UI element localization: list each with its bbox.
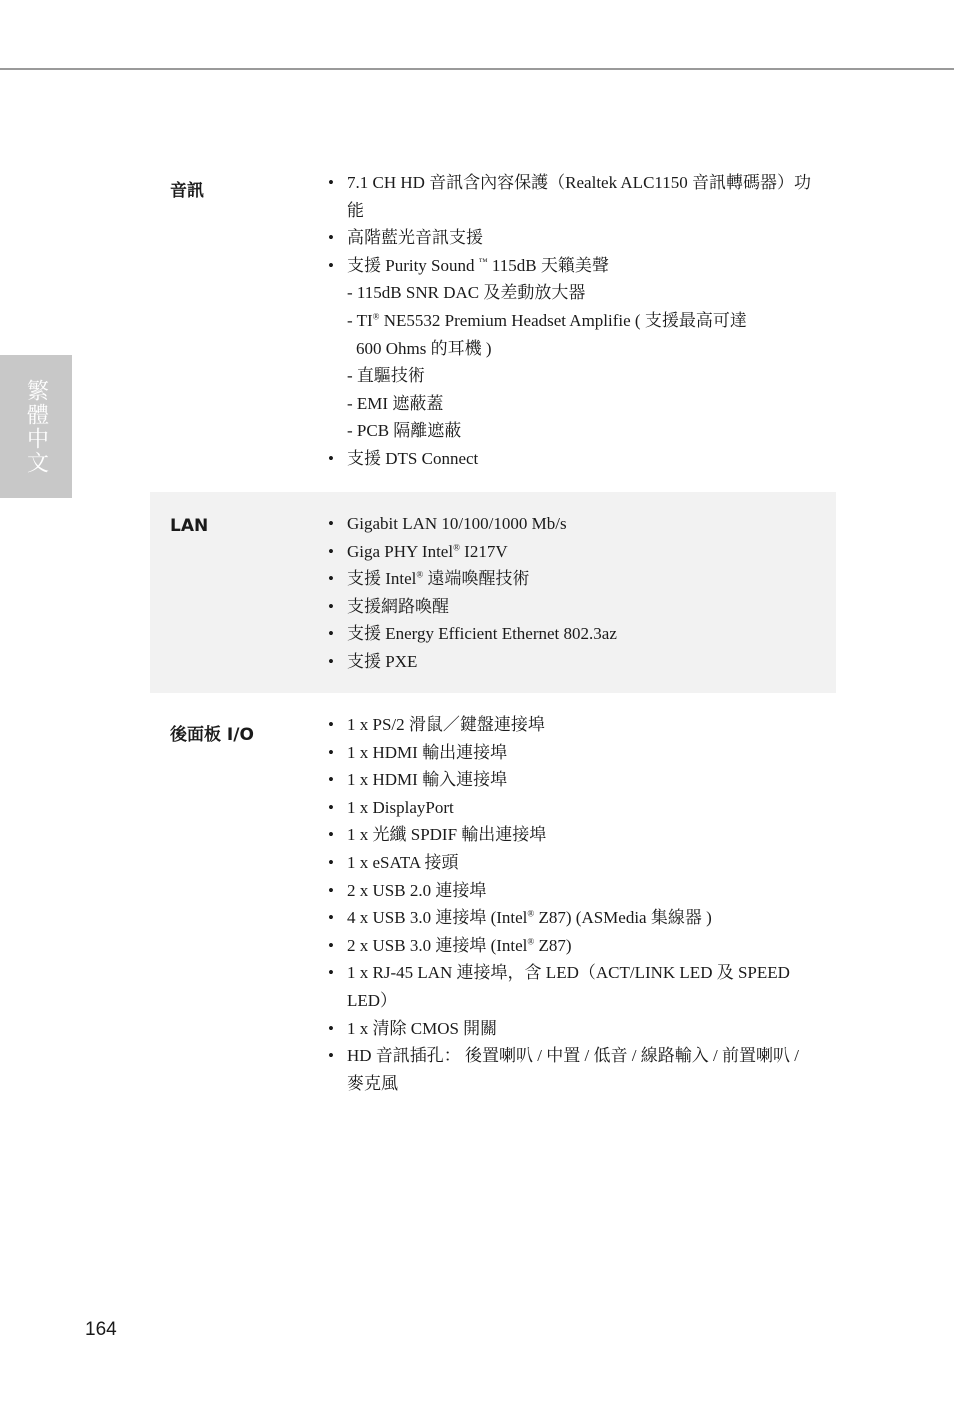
list-item: • 1 x RJ-45 LAN 連接埠，含 LED（ACT/LINK LED 及 SPEED LED） [328,959,818,1014]
list-item: • 1 x 光纖 SPDIF 輸出連接埠 [328,821,818,849]
lan-list [328,510,818,676]
list-item: • 1 x 清除 CMOS 開關 [328,1015,818,1043]
rear-io-list [328,711,818,1097]
list-subitem: - EMI 遮蔽蓋 [347,393,444,413]
list-item: • 2 x USB 2.0 連接埠 [328,877,818,905]
list-item: • 支援 Energy Efficient Ethernet 802.3az [328,620,818,648]
page-number: 164 [85,1319,117,1340]
audio-title: 音訊 [170,181,204,201]
list-item: • 1 x HDMI 輸入連接埠 [328,766,818,794]
language-tab-label: 繁體中文 [23,378,49,475]
language-side-tab [0,355,72,498]
audio-list [328,169,818,473]
list-item: • 高階藍光音訊支援 [328,224,818,252]
list-item: • 1 x eSATA 接頭 [328,849,818,877]
list-item: • Giga PHY Intel® I217V [328,538,818,566]
list-item: • 支援網路喚醒 [328,593,818,621]
list-item: • 1 x PS/2 滑鼠／鍵盤連接埠 [328,711,818,739]
list-item: • 支援 Purity Sound ™ 115dB 天籟美聲 [328,252,818,280]
list-subitem: - TI® NE5532 Premium Headset Amplifie ( 支援最高可達 [347,310,747,330]
list-item: • 支援 Intel® 遠端喚醒技術 [328,565,818,593]
list-item: • 7.1 CH HD 音訊含內容保護（Realtek ALC1150 音訊轉碼器）功能 [328,169,818,224]
top-rule [0,68,954,70]
list-subitem: - 直驅技術 [347,366,425,386]
audio-section [150,168,836,490]
rear-io-section [150,710,836,1110]
list-item: • 1 x DisplayPort [328,794,818,822]
lan-section [150,492,836,693]
list-item: • 支援 PXE [328,648,818,676]
list-item: • 2 x USB 3.0 連接埠 (Intel® Z87) [328,932,818,960]
list-item: • HD 音訊插孔： 後置喇叭 / 中置 / 低音 / 線路輸入 / 前置喇叭 / 麥克風 [328,1042,818,1097]
list-item: • Gigabit LAN 10/100/1000 Mb/s [328,510,818,538]
list-item: • 4 x USB 3.0 連接埠 (Intel® Z87) (ASMedia 集線器 ) [328,904,818,932]
rear-io-title: 後面板 I/O [170,725,254,745]
list-subitem: - 115dB SNR DAC 及差動放大器 [347,283,586,303]
list-subitem-continued: 600 Ohms 的耳機 ) [356,338,492,358]
lan-title: LAN [170,516,209,536]
list-subitem: - PCB 隔離遮蔽 [347,421,462,441]
list-item: • 1 x HDMI 輸出連接埠 [328,739,818,767]
list-item: • 支援 DTS Connect [328,445,818,473]
